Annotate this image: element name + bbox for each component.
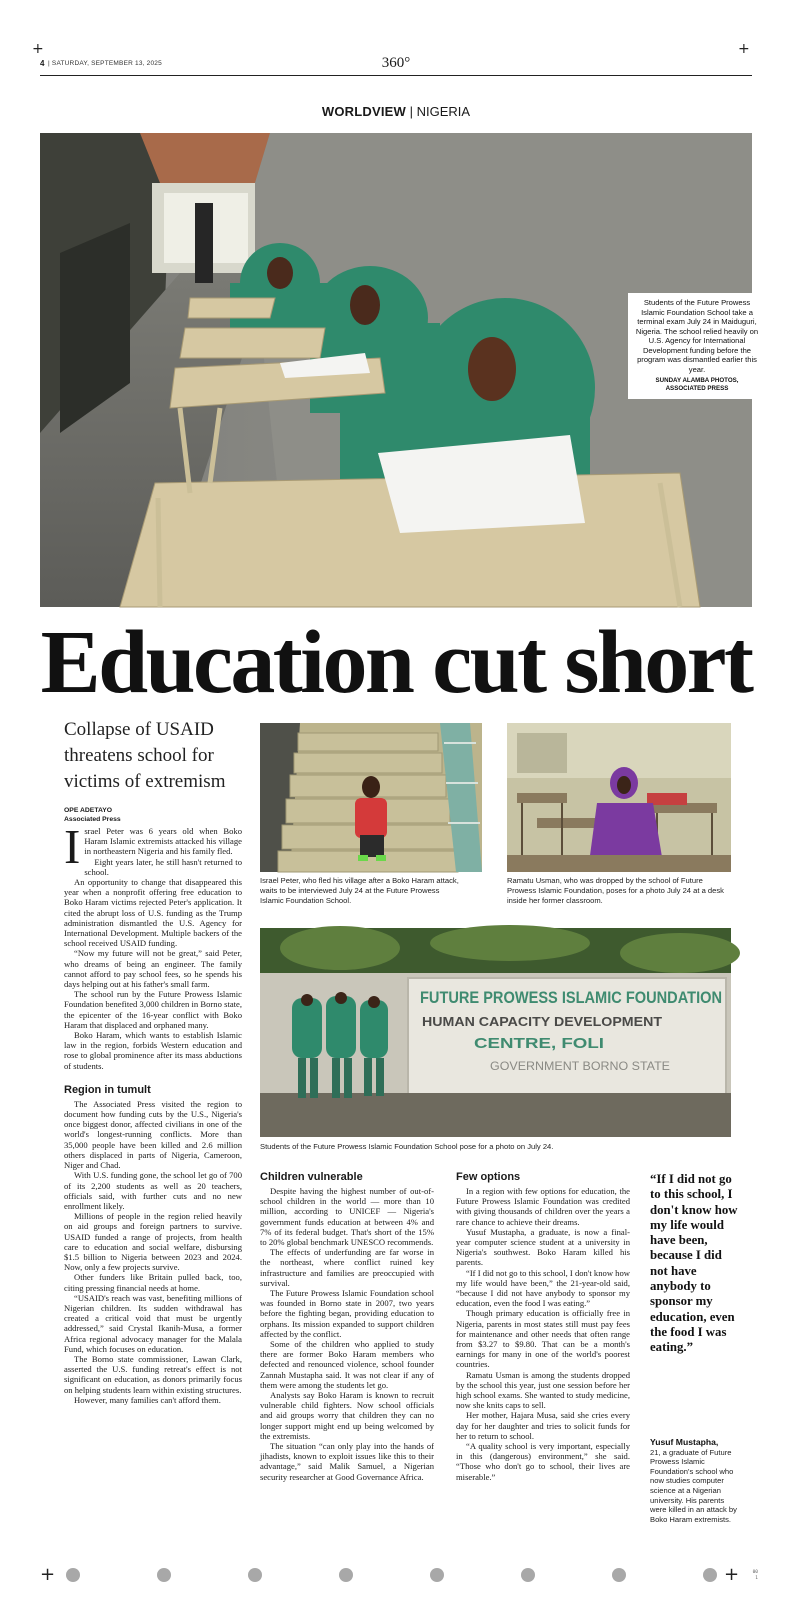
masthead: [40, 56, 752, 76]
hero-caption-text: Students of the Future Prowess Islamic Foundation School take a terminal exam July 24 in Maiduguri, Nigeria. The school relied heavily on U.S. Agency for International Development funding before the program was dismantled earlier this year.: [635, 298, 759, 374]
pull-quote-attribution: [650, 1438, 740, 1524]
paragraph: The effects of underfunding are far worse in the northeast, where conflict ruined key infrastructure and families are preoccupied with survival.: [260, 1247, 434, 1288]
pull-quote-description: 21, a graduate of Future Prowess Islamic Foundation's school who now studies computer science at a Nigerian university. His parents were killed in an attack by Boko Haram extremists.: [650, 1447, 737, 1524]
article-column-3: [456, 1170, 630, 1482]
print-code-line2: 1: [755, 1575, 758, 1581]
registration-dot: [66, 1568, 80, 1582]
pull-quote: “If I did not go to this school, I don't know how my life would have been, because I did not have anybody to sponsor my education, even the food I was eating.”: [650, 1172, 738, 1355]
photo-boy-on-stairs: [260, 723, 482, 872]
registration-dot: [430, 1568, 444, 1582]
registration-dot: [703, 1568, 717, 1582]
article-column-2: [260, 1170, 434, 1482]
subhead-children-vulnerable: Children vulnerable: [260, 1171, 363, 1183]
print-code-line1: 00: [752, 1570, 758, 1575]
article-column-1: [64, 819, 242, 1405]
photo-credit: [634, 377, 760, 392]
paragraph: Despite having the highest number of out-of-school children in the world — more than 10 million, according to UNICEF — Nigeria's government funds education at between 4% and 7% of its federal budget. That's short of the 15% to 20% global benchmark UNESCO recommends.: [260, 1186, 434, 1248]
byline-org: Associated Press: [64, 816, 121, 823]
page-date: | SATURDAY, SEPTEMBER 13, 2025: [48, 60, 162, 67]
section-name: WORLDVIEW: [321, 104, 407, 119]
registration-mark-bottom-left: +: [40, 1564, 56, 1585]
date-text: SATURDAY, SEPTEMBER 13, 2025: [51, 60, 162, 67]
paragraph: “Now my future will not be great,” said Peter, who dreams of being an engineer. The family cannot afford to pay school fees, so he spends his days helping out at his father's small farm.: [64, 948, 242, 990]
paragraph: Though primary education is officially free in Nigeria, parents in most states still must pay fees for maintenance and other needs that often range from $3.27 to $9.80. That can be a month's earnings for many in one of the world's poorest countries.: [456, 1308, 630, 1370]
deck: Collapse of USAID threatens school for victims of extremism: [64, 719, 226, 792]
registration-dot: [248, 1568, 262, 1582]
registration-dot: [339, 1568, 353, 1582]
paragraph: srael Peter was 6 years old when Boko Haram Islamic extremists attacked his village in northeastern Nigeria and his family fled.: [84, 826, 242, 857]
page-number: 4: [40, 59, 45, 68]
paragraph: “If I did not go to this school, I don't know how my life would have been,” the 21-year-old said, “because I did not have anybody to sponsor my education, even the food I was eating.”: [456, 1267, 630, 1309]
paragraph: The situation “can only play into the hands of jihadists, known to exploit issues like this to their advantage,” said Malik Samuel, a Nigerian security researcher at Good Governance Africa.: [260, 1441, 434, 1482]
paragraph: Analysts say Boko Haram is known to recruit vulnerable child fighters. Now school officials and aid groups worry that children they can no longer support might end up being welcomed by the extremists.: [260, 1390, 434, 1441]
sign-line1: FUTURE PROWESS ISLAMIC FOUNDATION: [420, 988, 722, 1007]
paragraph: In a region with few options for education, the Future Prowess Islamic Foundation was credited with giving thousands of children over the years a rare chance to achieve their dreams.: [456, 1186, 630, 1227]
registration-mark-top-right: +: [738, 41, 750, 57]
paragraph: Millions of people in the region relied heavily on aid groups and foreign partners to survive. USAID funded a range of projects, from health care to education and social welfare, disbursing $1.5 billion to Nigeria between 2023 and 2024. Now, only a few projects survive.: [64, 1211, 242, 1273]
registration-dot: [157, 1568, 171, 1582]
paragraph: Eight years later, he still hasn't returned to school.: [84, 856, 242, 877]
caption-girl-in-classroom: Ramatu Usman, who was dropped by the school of Future Prowess Islamic Foundation, poses for a photo July 24 at a desk inside her former classroom.: [507, 876, 724, 905]
paragraph: An opportunity to change that disappeared this year when a nonprofit offering free education to Boko Haram victims rejected Peter's application. It cited the abrupt loss of U.S. funding as the Trump administration dismantled the U.S. Agency for International Development. Multiple backers of the school received USAID funding.: [64, 877, 242, 949]
paragraph: Her mother, Hajara Musa, said she cries every day for her daughter and tries to solicit funds for her to return to school.: [456, 1410, 630, 1441]
subhead-few-options: Few options: [456, 1171, 521, 1183]
photo-girl-in-classroom: [507, 723, 731, 872]
paragraph: “USAID's reach was vast, benefiting millions of Nigerian children. Its sudden withdrawal has created a critical void that must be urgently addressed,” said Crystal Ikanih-Musa, a former Africa regional advocacy manager for the Malala Fund, which focuses on education.: [64, 1292, 242, 1354]
byline-author: OPE ADETAYO: [64, 807, 113, 814]
paragraph: Some of the children who applied to study there are former Boko Haram members who defected and renounced violence, school founder Zannah Mustapha said. It was not clear if any of them were among the students let go.: [260, 1339, 434, 1390]
pull-quote-name: Yusuf Mustapha,: [650, 1437, 719, 1447]
section-heading: WORLDVIEW | NIGERIA: [321, 104, 471, 119]
paragraph: However, many families can't afford them.: [74, 1394, 221, 1405]
photo-school-sign: [260, 928, 731, 1137]
photo-school-sign-illustration: [260, 928, 731, 1137]
sign-line3: CENTRE, FOLI: [474, 1035, 604, 1052]
photo-girl-in-classroom-illustration: [507, 723, 731, 872]
section-brand: 360°: [381, 55, 411, 71]
paragraph: With U.S. funding gone, the school let go of 700 of its 2,200 students as well as 20 teachers, officials said, with further cuts and no new enrollment likely.: [64, 1170, 242, 1211]
dropcap: I: [64, 819, 81, 874]
sign-line4: GOVERNMENT BORNO STATE: [490, 1059, 670, 1073]
paragraph: The Associated Press visited the region to document how funding cuts by the U.S., Nigeria's once biggest donor, affected civilians in one of the world's longest-running conflicts. More than 35,000 people have been killed and 2.6 million others displaced in parts of Nigeria, Cameroon, Niger and Chad.: [64, 1098, 242, 1171]
photo-credit-line1: SUNDAY ALAMBA PHOTOS,: [655, 377, 739, 384]
paragraph: Yusuf Mustapha, a graduate, is now a final-year computer science student at a university in Nigeria's southwest. Boko Haram killed his parents.: [456, 1226, 630, 1268]
registration-mark-top-left: +: [32, 41, 44, 57]
registration-mark-bottom-right: +: [724, 1564, 740, 1585]
caption-school-sign: Students of the Future Prowess Islamic Foundation School pose for a photo on July 24.: [260, 1142, 554, 1151]
sign-line2: HUMAN CAPACITY DEVELOPMENT: [422, 1014, 663, 1029]
paragraph: The school run by the Future Prowess Islamic Foundation benefited 3,000 children in Borno state, the epicenter of the 16-year conflict with Boko Haram that displaced and orphaned many.: [64, 989, 242, 1030]
caption-boy-on-stairs: Israel Peter, who fled his village after a Boko Haram attack, waits to be interviewed July 24 at the Future Prowess Islamic Foundation School.: [260, 876, 459, 905]
photo-credit-line2: ASSOCIATED PRESS: [665, 384, 729, 392]
registration-dot: [612, 1568, 626, 1582]
print-code: [753, 1570, 758, 1581]
paragraph: Boko Haram, which wants to establish Islamic law in the region, forbids Western education and rose to global prominence after its mass abductions of students.: [64, 1030, 242, 1071]
subhead-region-in-tumult: Region in tumult: [64, 1083, 151, 1096]
registration-dot: [521, 1568, 535, 1582]
paragraph: The Borno state commissioner, Lawan Clark, asserted the U.S. funding retreat's effect is not significant on education, as donors primarily focus on helping students learn within existing structures.: [64, 1353, 242, 1395]
paragraph: “A quality school is very important, especially in this (dangerous) environment,” she said. “Those who don't go to school, their lives are miserable.”: [456, 1441, 630, 1482]
paragraph: Other funders like Britain pulled back, too, citing pressing financial needs at home.: [64, 1272, 242, 1293]
section-region: NIGERIA: [416, 104, 471, 119]
hero-caption: [628, 293, 766, 399]
hero-photo: [40, 133, 759, 607]
registration-dots: [0, 1564, 792, 1585]
photo-boy-on-stairs-illustration: [260, 723, 482, 872]
paragraph: The Future Prowess Islamic Foundation school was founded in Borno state in 2007, two years before the fighting began, providing education to orphans. Its mission expanded to support children affected by the conflict.: [260, 1288, 434, 1339]
headline: Education cut short: [40, 613, 752, 712]
paragraph: Ramatu Usman is among the students dropped by the school this year, just one session before her high school exams. She wanted to study medicine, now she knits caps to sell.: [456, 1369, 630, 1411]
